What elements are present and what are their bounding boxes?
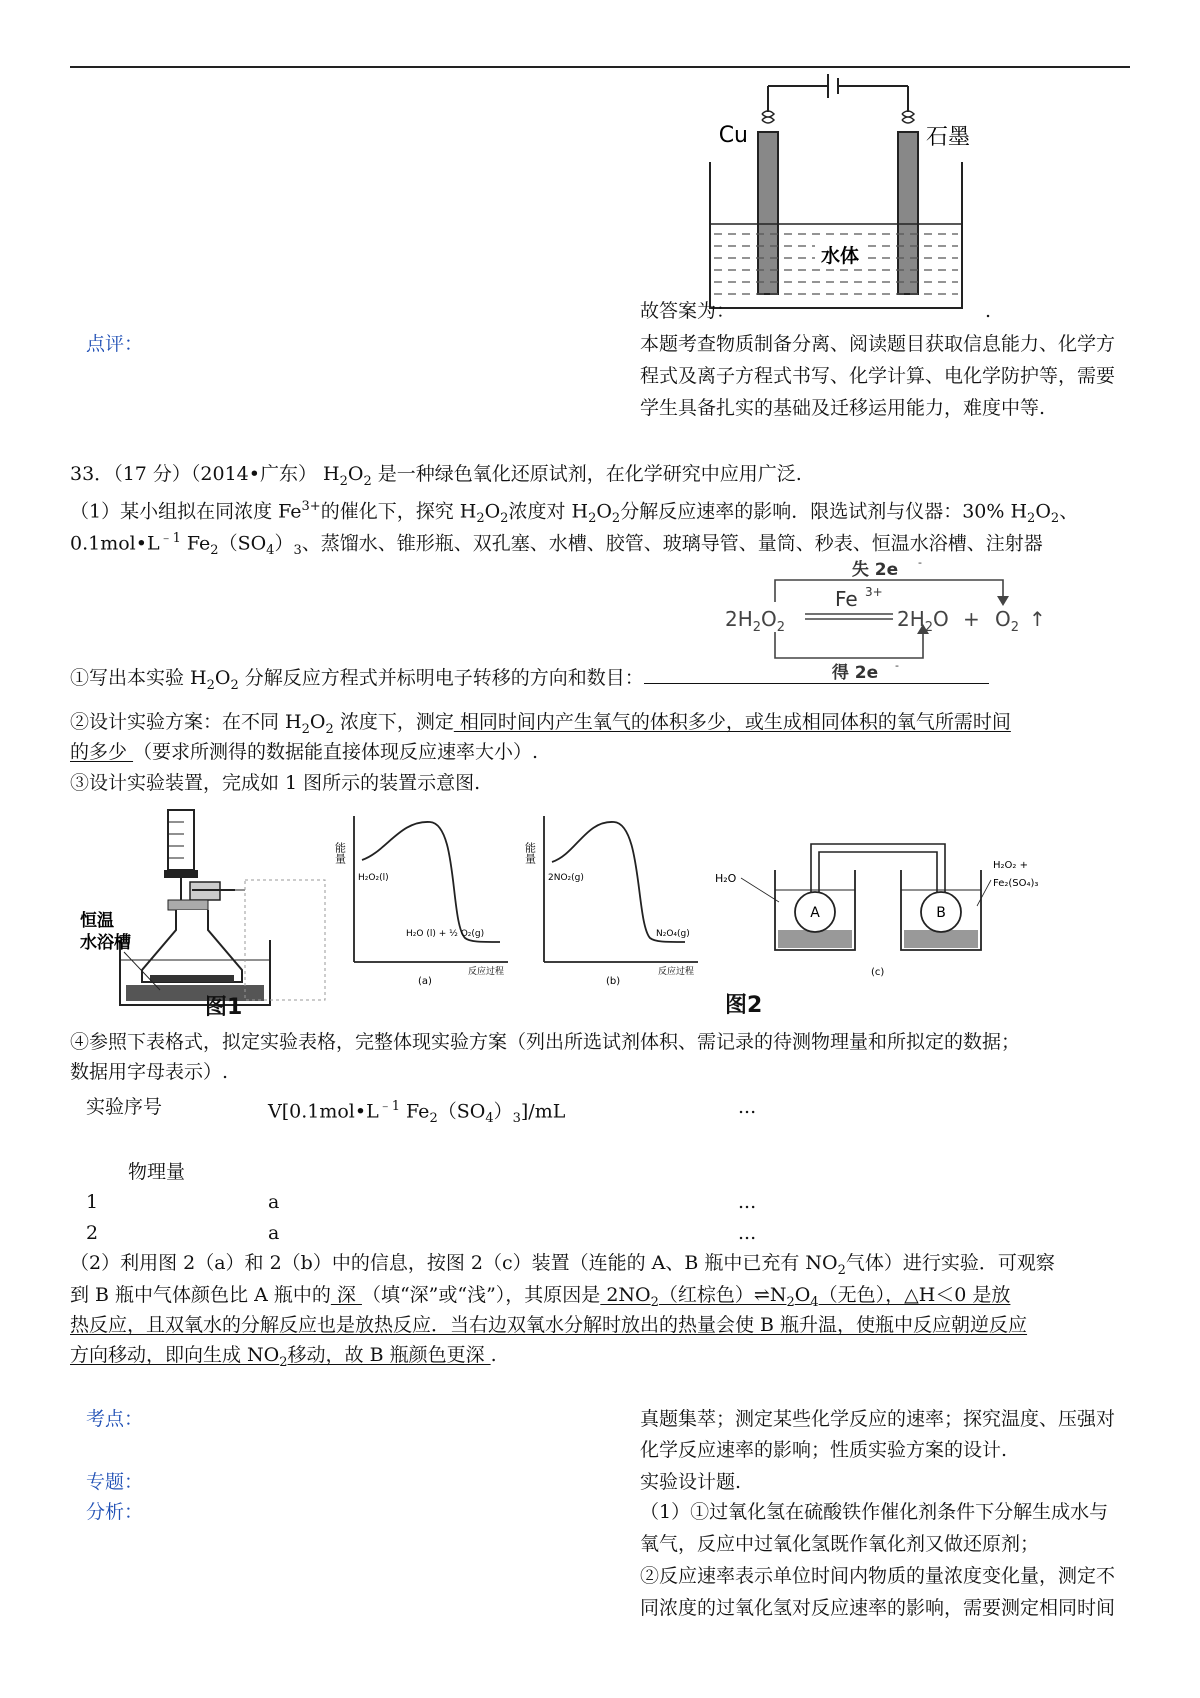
- text: （SO: [437, 1100, 486, 1123]
- sub: 2: [611, 511, 621, 527]
- q-source: （2014•广东）: [190, 463, 317, 485]
- q33-part1-line1: （1）某小组拟在同浓度 $Fe^{3+}$的催化下，探究 $H_2O_2$浓度对 $H_2O_2$分解反应速率的影响．限选试剂与仪器：30% $H_2O_2$、: [70, 499, 1079, 527]
- answer-suffix: .: [985, 300, 992, 322]
- text: （红棕色）⇌N: [658, 1284, 787, 1306]
- figure2c-apparatus: [715, 830, 1045, 980]
- sub: 4: [485, 1111, 494, 1127]
- text: 0.1mol•L: [70, 532, 160, 555]
- eq-o2: $O_2$: [995, 607, 1020, 635]
- q33-part2-line3: 热反应，且双氧水的分解反应也是放热反应．当右边双氧水分解时放出的热量会使 B 瓶升温，使瓶中反应朝逆反应: [70, 1314, 1028, 1336]
- fenxi-line: （1）①过氧化氢在硫酸铁作催化剂条件下分解生成水与: [640, 1501, 1109, 1523]
- cell-water-label: 水体: [820, 245, 860, 267]
- text: 到 B 瓶中气体颜色比 A 瓶中的: [70, 1284, 331, 1306]
- eq-plus: +: [963, 607, 980, 631]
- q-number: 33．: [70, 463, 114, 485]
- table-row-1-vol: a: [268, 1191, 280, 1213]
- kaodian-line: 化学反应速率的影响；性质实验方案的设计.: [640, 1439, 1008, 1461]
- fig2a-bottom: H₂O (l) + ½ O₂(g): [406, 929, 485, 939]
- text: （要求所测得的数据能直接体现反应速率大小）.: [133, 741, 539, 763]
- review-line: 学生具备扎实的基础及迁移运用能力，难度中等.: [640, 397, 1046, 419]
- superscript-minus: -: [918, 556, 922, 569]
- sub: 2: [210, 543, 219, 559]
- cell-graphite-label: 石墨: [926, 125, 971, 150]
- sub: 2: [588, 511, 597, 527]
- sub: 2: [301, 721, 310, 737]
- sub: 2: [650, 1294, 659, 1310]
- sub: 2: [206, 677, 215, 693]
- sub: 2: [279, 1354, 288, 1370]
- sub: 2: [837, 1262, 846, 1278]
- fig2c-right-label1: H₂O₂ +: [993, 860, 1028, 871]
- kaodian-label: 考点：: [86, 1408, 144, 1430]
- eq-right: $2H_2O$: [897, 607, 949, 635]
- fenxi-line: 氧气，反应中过氧化氢既作氧化剂又做还原剂；: [640, 1533, 1040, 1555]
- sub: 4: [810, 1294, 819, 1310]
- sub: 2: [476, 511, 485, 527]
- text: ）: [493, 1100, 513, 1123]
- answer-text: 相同时间内产生氧气的体积多少，或生成相同体积的氧气所需时间: [453, 711, 1011, 733]
- sup: ﹣1: [378, 1099, 400, 1114]
- lose-electrons-label: 失 2e: [851, 560, 899, 580]
- answer-text: [70, 1344, 491, 1370]
- fig2b-ylabel: 能量: [523, 842, 537, 864]
- fig2a-caption: (a): [418, 976, 432, 987]
- fig2b-caption: (b): [606, 976, 621, 987]
- text: 、: [1059, 500, 1079, 523]
- fig2c-h2o-label: H₂O: [715, 872, 737, 885]
- sup: 3+: [301, 499, 321, 514]
- text: ①写出本实验 H: [70, 667, 207, 689]
- superscript-minus: -: [895, 659, 899, 672]
- kaodian-line: 真题集萃；测定某些化学反应的速率；探究温度、压强对: [640, 1408, 1116, 1430]
- figure2b-energy-diagram: [523, 812, 700, 987]
- review-label: 点评：: [86, 333, 144, 355]
- q33-part2-line4: [70, 1341, 497, 1377]
- text: 移动，故 B 瓶颜色更深: [287, 1344, 491, 1366]
- table-header-volume: [268, 1093, 565, 1133]
- sup: ﹣1: [159, 531, 181, 546]
- eq-left: $2H_2O_2$: [725, 607, 786, 635]
- text: （SO: [218, 532, 267, 555]
- sub: 2: [363, 473, 372, 489]
- text: 的催化下，探究 H: [320, 500, 477, 523]
- table-header-seq: 实验序号: [86, 1096, 163, 1118]
- answer-prefix: 故答案为：: [640, 300, 736, 322]
- table-row-1-num: 1: [86, 1191, 99, 1213]
- q33-step4-line1: ④参照下表格式，拟定实验表格，完整体现实验方案（列出所选试剂体积、需记录的待测物理量和所拟定的数据；: [70, 1031, 1021, 1053]
- text: O: [794, 1284, 811, 1306]
- q33-part2-line1: [70, 1249, 1055, 1285]
- text: ]/mL: [520, 1100, 566, 1123]
- fig1-caption: 图1: [205, 995, 243, 1020]
- fig2c-caption: (c): [871, 967, 885, 978]
- q33-step1: ①写出本实验 $H_2O_2$ 分解反应方程式并标明电子转移的方向和数目：: [70, 664, 989, 700]
- figure2a-energy-diagram: [333, 812, 510, 987]
- fig2c-bottle-a: A: [810, 905, 820, 921]
- q33-step2-line2: [70, 738, 538, 766]
- q-title-rest: 是一种绿色氧化还原试剂，在化学研究中应用广泛.: [377, 463, 802, 485]
- text: 、蒸馏水、锥形瓶、双孔塞、水槽、胶管、玻璃导管、量筒、秒表、恒温水浴槽、注射器: [301, 532, 1043, 555]
- text: Fe: [400, 1100, 430, 1123]
- fig1-label-hengwen: 恒温: [80, 911, 114, 931]
- sub: 2: [1027, 511, 1036, 527]
- fig2c-bottle-b: B: [936, 905, 946, 921]
- zhuanti-label: 专题：: [86, 1471, 144, 1493]
- fenxi-line: 同浓度的过氧化氢对反应速率的影响，需要测定相同时间: [640, 1597, 1116, 1619]
- cell-cu-label: Cu: [718, 123, 748, 148]
- sub: 2: [429, 1111, 438, 1127]
- answer-blank: [644, 665, 989, 684]
- figure1-apparatus: [80, 810, 330, 1010]
- fig2a-ylabel: 能量: [333, 842, 347, 864]
- review-text: [640, 330, 1115, 422]
- table-header-more: ...: [738, 1096, 757, 1118]
- sub: 2: [325, 721, 334, 737]
- text: （无色），△H＜0 是放: [818, 1284, 1011, 1306]
- table-row-2-vol: a: [268, 1222, 280, 1244]
- text: （填“深”或“浅”），其原因是: [361, 1284, 601, 1306]
- review-line: 本题考查物质制备分离、阅读题目获取信息能力、化学方: [640, 333, 1116, 355]
- text: （1）某小组拟在同浓度 Fe: [70, 500, 302, 523]
- text: 气体）进行实验．可观察: [845, 1252, 1055, 1274]
- q33-step4-line2: 数据用字母表示）.: [70, 1061, 229, 1083]
- sub: 2: [786, 1294, 795, 1310]
- sub: 2: [339, 473, 348, 489]
- fig2c-right-label2: Fe₂(SO₄)₃: [993, 878, 1039, 889]
- fig2-caption: 图2: [725, 993, 763, 1018]
- sub: 2: [500, 511, 509, 527]
- fig2a-xlabel: 反应过程: [468, 967, 505, 977]
- text: 分解反应速率的影响．限选试剂与仪器：30% H: [620, 500, 1028, 523]
- fig2b-xlabel: 反应过程: [658, 967, 695, 977]
- sub: 4: [266, 543, 275, 559]
- sub: 2: [230, 677, 239, 693]
- catalyst-sup: 3+: [865, 585, 883, 599]
- electrolysis-cell-figure: [700, 72, 980, 322]
- answer-text: [600, 1284, 1011, 1310]
- text: 2NO: [600, 1284, 651, 1306]
- table-row-2-num: 2: [86, 1222, 99, 1244]
- text: ）: [274, 532, 294, 555]
- table-header-wuliliang: 物理量: [128, 1161, 186, 1183]
- answer-text: 深: [330, 1284, 362, 1306]
- zhuanti-text: 实验设计题.: [640, 1471, 742, 1493]
- text: ②设计实验方案：在不同 H: [70, 711, 302, 733]
- q33-step2-line1: ②设计实验方案：在不同 $H_2O_2$ 浓度下，测定 相同时间内产生氧气的体积多少，或生成相同体积的氧气所需时间: [70, 711, 1011, 737]
- q33-title: 33．（17 分）（2014•广东） $H_2O_2$ 是一种绿色氧化还原试剂，在化学研究中应用广泛.: [70, 463, 802, 489]
- fig2b-top: 2NO₂(g): [548, 873, 584, 883]
- text: 浓度下，测定: [339, 711, 454, 733]
- sub: 3: [512, 1111, 521, 1127]
- q33-step3: ③设计实验装置，完成如 1 图所示的装置示意图.: [70, 772, 481, 794]
- catalyst-label: Fe: [835, 587, 858, 611]
- answer-text: 的多少: [70, 741, 134, 763]
- header-rule: [70, 66, 1130, 68]
- fenxi-label: 分析：: [86, 1501, 144, 1523]
- text: Fe: [180, 532, 211, 555]
- fig2a-top: H₂O₂(l): [358, 873, 389, 883]
- fenxi-line: ②反应速率表示单位时间内物质的量浓度变化量，测定不: [640, 1565, 1116, 1587]
- sub: 2: [1050, 511, 1060, 527]
- text: 方向移动，即向生成 NO: [70, 1344, 280, 1366]
- text: V[0.1mol•L: [268, 1100, 379, 1123]
- gain-electrons-label: 得 2e: [831, 663, 879, 683]
- answer-line: [640, 297, 991, 325]
- text: （2）利用图 2（a）和 2（b）中的信息，按图 2（c）装置（连能的 A、B 瓶中已充有 NO: [70, 1252, 838, 1274]
- table-row-2-more: ...: [738, 1222, 757, 1244]
- review-line: 程式及离子方程式书写、化学计算、电化学防护等，需要: [640, 365, 1116, 387]
- text: 浓度对 H: [508, 500, 589, 523]
- text: .: [490, 1344, 497, 1366]
- eq-gas-arrow: ↑: [1029, 607, 1046, 631]
- sub: 3: [293, 543, 302, 559]
- fig1-label-shuiyucao: 水浴槽: [80, 933, 131, 953]
- text: 分解反应方程式并标明电子转移的方向和数目：: [244, 667, 644, 689]
- table-row-1-more: ...: [738, 1191, 757, 1213]
- q-score: （17 分）: [113, 463, 191, 485]
- fig2b-bottom: N₂O₄(g): [656, 929, 690, 939]
